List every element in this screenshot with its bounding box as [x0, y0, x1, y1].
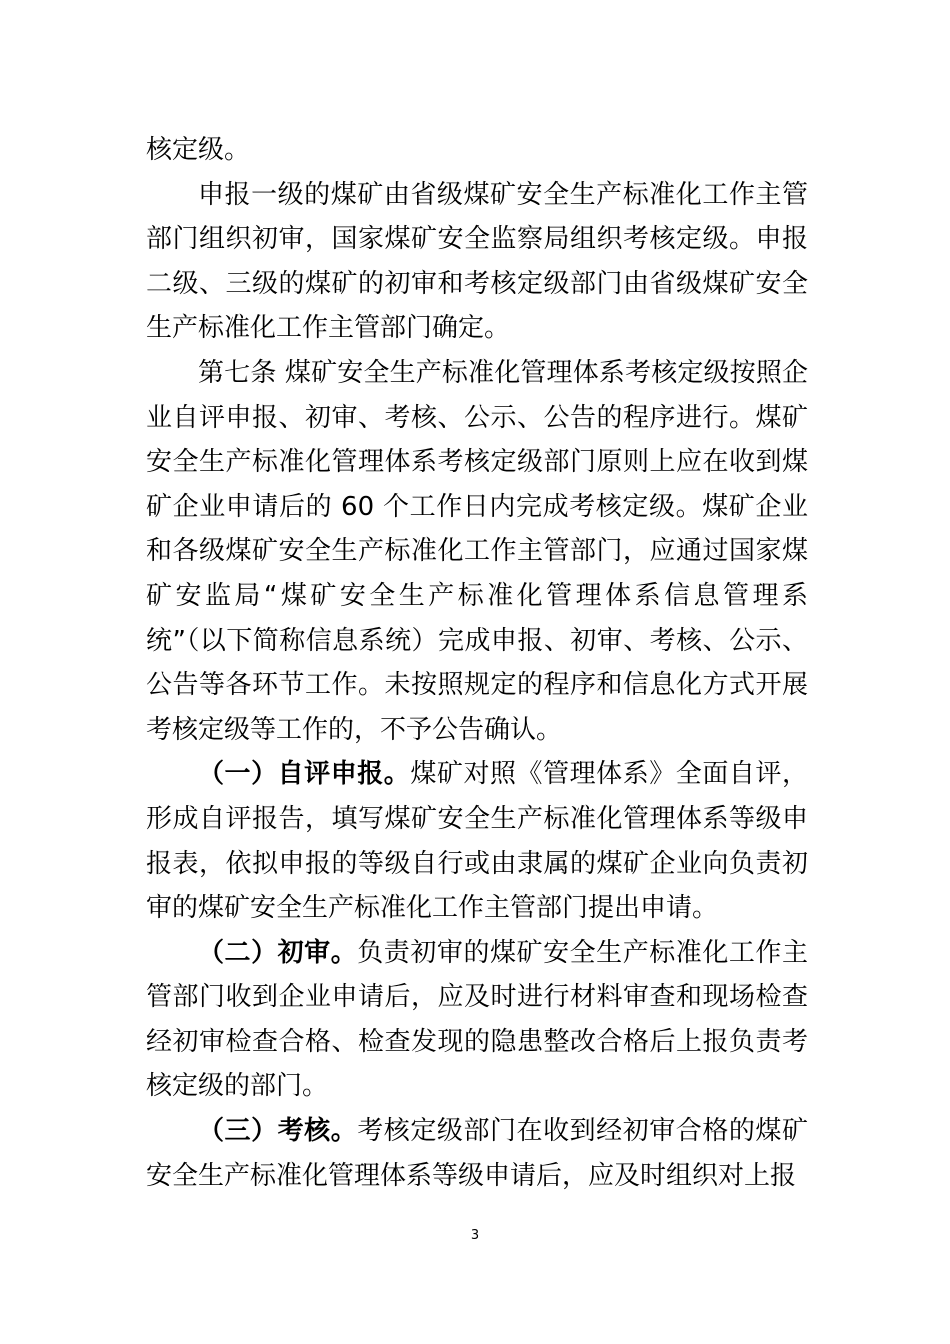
paragraph-text: 煤矿对照《管理体系》全面自评，形成自评报告，填写煤矿安全生产标准化管理体系等级申报表，依拟申报的等级自行或由隶属的煤矿企业向负责初审的煤矿安全生产标准化工作主管部门提出申请。 — [146, 759, 808, 924]
paragraph-text: 负责初审的煤矿安全生产标准化工作主管部门收到企业申请后，应及时进行材料审查和现场检查经初审检查合格、检查发现的隐患整改合格后上报负责考核定级的部门。 — [146, 937, 808, 1102]
paragraph-article-seven — [146, 351, 808, 752]
paragraph-text: 核定级。 — [146, 135, 251, 165]
section-heading: （二）初审。 — [198, 937, 358, 968]
paragraph-continuation — [146, 128, 808, 173]
section-heading: （一）自评申报。 — [198, 759, 411, 790]
document-body — [146, 128, 808, 1198]
paragraph-first-level-review — [146, 173, 808, 351]
paragraph-self-evaluation — [146, 752, 808, 930]
paragraph-text: 考核定级部门在收到经初审合格的煤矿安全生产标准化管理体系等级申请后，应及时组织对上报 — [146, 1116, 808, 1191]
paragraph-assessment — [146, 1109, 808, 1198]
paragraph-initial-review — [146, 931, 808, 1109]
paragraph-text: 第七条 煤矿安全生产标准化管理体系考核定级按照企业自评申报、初审、考核、公示、公告的程序进行。煤矿安全生产标准化管理体系考核定级部门原则上应在收到煤矿企业申请后的 60 个工作日内完成考核定级。煤矿企业和各级煤矿安全生产标准化工作主管部门，应通过国家煤矿安监局“煤矿安全生产标准化管理体系信息管理系统”（以下简称信息系统）完成申报、初审、考核、公示、公告等各环节工作。未按照规定的程序和信息化方式开展考核定级等工作的，不予公告确认。 — [146, 357, 808, 745]
page-number: 3 — [470, 1228, 480, 1243]
section-heading: （三）考核。 — [198, 1116, 358, 1147]
paragraph-text: 申报一级的煤矿由省级煤矿安全生产标准化工作主管部门组织初审，国家煤矿安全监察局组织考核定级。申报二级、三级的煤矿的初审和考核定级部门由省级煤矿安全生产标准化工作主管部门确定。 — [146, 179, 808, 344]
